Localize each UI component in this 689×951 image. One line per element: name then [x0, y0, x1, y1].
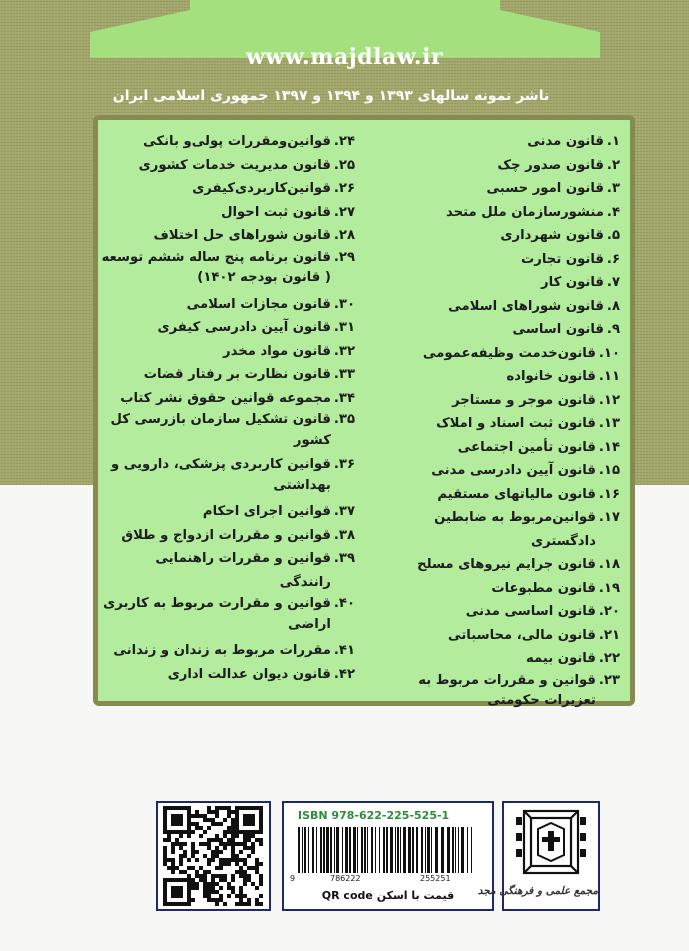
- list-item: [100, 293, 355, 317]
- item-title: قوانین اجرای احکام: [202, 504, 331, 519]
- item-number: ۵.: [606, 228, 620, 243]
- qr-code-icon[interactable]: [158, 803, 269, 909]
- list-item: [370, 224, 620, 248]
- item-title: قانون جرایم نیروهای مسلح: [417, 557, 596, 572]
- list-item: [100, 639, 355, 663]
- list-item: [370, 600, 620, 624]
- list-item: [100, 455, 355, 500]
- item-title: قوانین کاربردی پزشکی، دارویی و بهداشتی: [110, 457, 331, 493]
- item-number: ۲۱.: [598, 627, 620, 643]
- publisher-logo-text: مجمع علمی و فرهنگی مجد: [477, 885, 598, 897]
- item-number: ۳۷.: [333, 504, 355, 519]
- item-number: ۲۳.: [598, 672, 620, 688]
- item-number: ۳۶.: [333, 457, 355, 472]
- item-number: ۲۵.: [333, 157, 355, 173]
- item-number: ۲۹.: [333, 249, 355, 265]
- item-title: قانون تجارت: [521, 251, 604, 267]
- item-number: ۱۵.: [598, 463, 620, 478]
- item-title: قانون ثبت احوال: [221, 204, 331, 220]
- item-number: ۳۸.: [333, 527, 355, 543]
- list-item: [370, 553, 620, 577]
- list-item: [100, 524, 355, 548]
- item-title: مقررات مربوط به زندان و زندانی: [113, 643, 331, 658]
- item-title: قانون موجر و مستاجر: [452, 392, 596, 408]
- item-number: ۱۴.: [598, 439, 620, 455]
- item-number: ۱۷.: [598, 510, 620, 525]
- item-title: قانون ثبت اسناد و املاک: [436, 416, 596, 431]
- qr-code-panel[interactable]: [156, 801, 271, 911]
- item-title: قوانین و مقرارت مربوط به کاربری اراضی: [103, 596, 331, 632]
- list-item: [100, 224, 355, 248]
- list-item: [100, 201, 355, 225]
- item-number: ۳۲.: [333, 343, 355, 359]
- list-item: [100, 130, 355, 154]
- publisher-logo-panel: [477, 801, 600, 911]
- list-item: [370, 389, 620, 413]
- item-number: ۲۸.: [333, 228, 355, 243]
- list-item: [370, 671, 620, 716]
- item-number: ۳۱.: [333, 320, 355, 335]
- item-title: قانون دیوان عدالت اداری: [167, 666, 331, 682]
- list-item: [370, 130, 620, 154]
- item-number: ۳۳.: [333, 367, 355, 382]
- item-number: ۴۰.: [333, 596, 355, 611]
- list-item: [370, 483, 620, 507]
- item-number: ۱۰.: [598, 345, 620, 361]
- item-title: قانون خانواده: [506, 369, 596, 384]
- item-number: ۱۲.: [598, 392, 620, 408]
- list-item: [100, 500, 355, 524]
- item-title: قانون نظارت بر رفتار قضات: [143, 367, 331, 382]
- item-number: ۱۱.: [598, 369, 620, 384]
- item-number: ۲۶.: [333, 181, 355, 196]
- list-item: [100, 248, 355, 293]
- item-number: ۱.: [606, 134, 620, 149]
- list-item: [100, 410, 355, 455]
- list-item: [370, 318, 620, 342]
- list-item: [100, 154, 355, 178]
- item-number: ۳۵.: [333, 412, 355, 427]
- list-item: [100, 316, 355, 340]
- item-title: قانون مالی، محاسباتی: [447, 627, 596, 643]
- list-item: [370, 295, 620, 319]
- item-number: ۱۳.: [598, 416, 620, 431]
- item-title: قوانین‌کاربردی‌کیفری: [192, 181, 331, 196]
- item-number: ۴۱.: [333, 643, 355, 658]
- list-item: [370, 365, 620, 389]
- item-title: قوانین‌مربوط به ضابطین دادگستری: [434, 510, 596, 549]
- barcode-digits-group2: 255251: [420, 874, 451, 883]
- item-title: قانون کار: [541, 275, 604, 290]
- item-number: ۱۹.: [598, 580, 620, 596]
- list-item: [100, 387, 355, 411]
- list-item: [100, 177, 355, 201]
- item-title: قانون اساسی: [512, 322, 604, 337]
- item-title: قانون مواد مخدر: [223, 343, 331, 359]
- law-list-right-column: [370, 130, 620, 716]
- item-number: ۶.: [606, 251, 620, 267]
- item-title: قانون آیین دادرسی مدنی: [431, 463, 596, 478]
- list-item: [100, 363, 355, 387]
- item-number: ۲.: [606, 157, 620, 173]
- list-item: [370, 436, 620, 460]
- item-title: قانون مجازات اسلامی: [186, 296, 331, 312]
- list-item: [100, 663, 355, 687]
- list-item: [370, 647, 620, 671]
- item-number: ۲۷.: [333, 204, 355, 220]
- item-number: ۴.: [606, 204, 620, 220]
- item-number: ۲۴.: [333, 134, 355, 149]
- publisher-logo-icon: [504, 803, 598, 883]
- list-item: [370, 412, 620, 436]
- item-title: قانون آیین دادرسی کیفری: [157, 320, 331, 335]
- list-item: [100, 594, 355, 639]
- item-number: ۳.: [606, 181, 620, 196]
- item-title: منشورسازمان ملل متحد: [446, 204, 604, 220]
- list-item: [370, 248, 620, 272]
- isbn-panel: [282, 801, 494, 911]
- item-title: قانون شهرداری: [500, 228, 604, 243]
- publisher-note: ناشر نمونه سالهای ۱۳۹۳ و ۱۳۹۴ و ۱۳۹۷ جمهوری اسلامی ایران: [112, 88, 550, 104]
- list-item: [370, 459, 620, 483]
- item-title: مجموعه قوانین حقوق نشر کتاب: [120, 390, 331, 406]
- list-item: [370, 342, 620, 366]
- list-item: [370, 271, 620, 295]
- barcode-digits-group1: 786222: [330, 874, 361, 883]
- item-number: ۴۲.: [333, 666, 355, 682]
- law-list-box: [93, 115, 635, 706]
- item-title: قانون مالیاتهای مستقیم: [437, 486, 596, 502]
- item-number: ۱۸.: [598, 557, 620, 572]
- item-title: قانون‌خدمت وظیفه‌عمومی: [422, 345, 596, 361]
- list-item: [370, 154, 620, 178]
- list-item: [370, 577, 620, 601]
- list-item: [370, 201, 620, 225]
- barcode-digit-first: 9: [290, 874, 296, 883]
- item-title: قوانین و مقررات ازدواج و طلاق: [121, 527, 331, 543]
- item-title: قانون صدور چک: [497, 157, 604, 173]
- bottom-info-strip: [156, 801, 600, 916]
- list-item: [100, 547, 355, 594]
- item-number: ۷.: [606, 275, 620, 290]
- barcode-icon: [298, 827, 476, 873]
- item-title: قوانین و مقررات مربوط به تعزیرات حکومتی: [418, 672, 596, 708]
- law-list-left-column: [100, 130, 355, 686]
- item-title: قانون اساسی مدنی: [465, 604, 596, 619]
- website-url[interactable]: www.majdlaw.ir: [245, 44, 444, 70]
- item-title: قانون مدنی: [527, 134, 604, 149]
- item-number: ۲۲.: [598, 651, 620, 666]
- item-number: ۳۰.: [333, 296, 355, 312]
- isbn-label: ISBN 978-622-225-525-1: [298, 809, 450, 822]
- price-note: قیمت با اسکن QR code: [321, 889, 455, 902]
- item-title: قوانین‌ومقررات پولی‌و بانکی: [143, 134, 331, 149]
- item-number: ۳۹.: [333, 551, 355, 566]
- list-item: [370, 506, 620, 553]
- item-number: ۲۰.: [598, 604, 620, 619]
- item-title: قانون بیمه: [526, 651, 596, 666]
- item-title: قانون شوراهای حل اختلاف: [153, 228, 331, 243]
- item-number: ۸.: [606, 298, 620, 314]
- list-item: [370, 177, 620, 201]
- item-title: قانون برنامه پنج ساله ششم توسعه ( قانون بودجه ۱۴۰۲): [101, 249, 331, 285]
- item-number: ۳۴.: [333, 390, 355, 406]
- item-title: قانون تأمین اجتماعی: [457, 439, 596, 455]
- item-title: قانون تشکیل سازمان بازرسی کل کشور: [110, 412, 331, 448]
- item-title: قانون امور حسبی: [486, 181, 604, 196]
- list-item: [370, 624, 620, 648]
- list-item: [100, 340, 355, 364]
- item-title: قوانین و مقررات راهنمایی رانندگی: [155, 551, 331, 590]
- item-title: قانون شوراهای اسلامی: [448, 298, 604, 314]
- item-number: ۱۶.: [598, 486, 620, 502]
- item-title: قانون مدیریت خدمات کشوری: [138, 157, 331, 173]
- item-number: ۹.: [606, 322, 620, 337]
- item-title: قانون مطبوعات: [491, 580, 596, 596]
